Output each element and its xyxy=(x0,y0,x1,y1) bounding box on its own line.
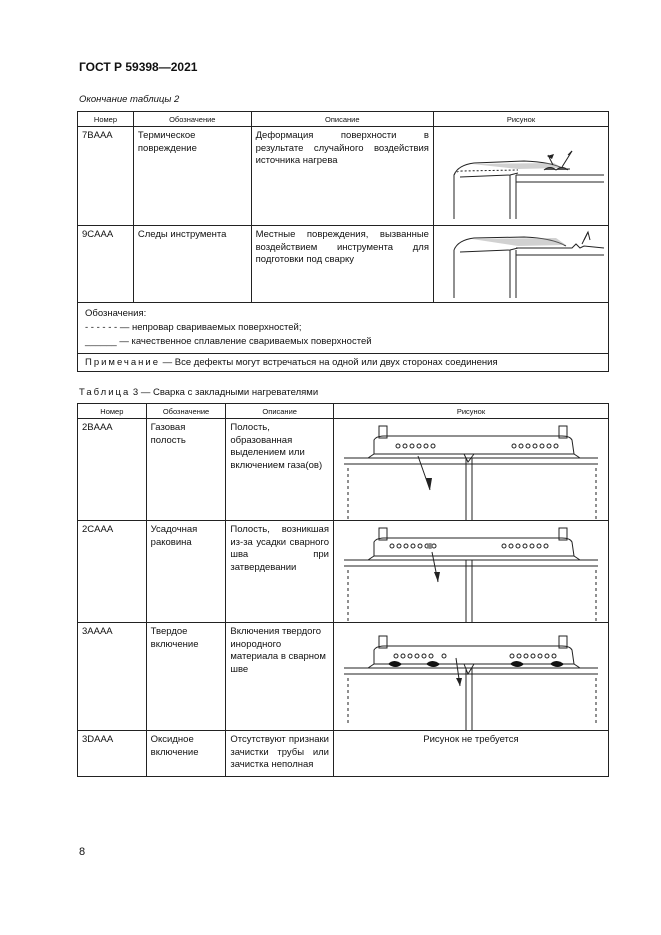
table-3 xyxy=(77,403,609,777)
row-description: Полость, возникшая из-за усадки сварного шва при затвердевании xyxy=(226,521,334,623)
note-label: Примечание xyxy=(85,357,160,368)
legend-text: — непровар свариваемых поверхностей; xyxy=(119,322,302,333)
note xyxy=(78,354,609,372)
row-description: Включения твердого инородного материала в сварном шве xyxy=(226,623,334,731)
legend-item xyxy=(85,321,601,335)
row-name: Газовая полость xyxy=(146,419,226,521)
col-header-number: Номер xyxy=(78,112,134,127)
figure-not-required: Рисунок не требуется xyxy=(333,731,608,777)
figure-thermal-damage xyxy=(433,127,608,226)
row-description: Полость, образованная выделением или включением газа(ов) xyxy=(226,419,334,521)
col-header-designation: Обозначение xyxy=(146,404,226,419)
col-header-figure: Рисунок xyxy=(433,112,608,127)
row-code: 3DAAA xyxy=(78,731,147,777)
col-header-description: Описание xyxy=(251,112,433,127)
col-header-description: Описание xyxy=(226,404,334,419)
row-name: Твердое включение xyxy=(146,623,226,731)
row-code: 7BAAA xyxy=(78,127,134,226)
row-name: Усадочная раковина xyxy=(146,521,226,623)
row-description: Деформация поверхности в результате случайного воздействия источника нагрева xyxy=(251,127,433,226)
col-header-number: Номер xyxy=(78,404,147,419)
row-description: Местные повреждения, вызванные воздействием инструмента для подготовки под сварку xyxy=(251,226,433,303)
table-row xyxy=(78,731,609,777)
table2-header-row xyxy=(78,112,609,127)
row-description: Отсутствуют признаки зачистки трубы или зачистка неполная xyxy=(226,731,334,777)
table-row xyxy=(78,127,609,226)
row-code: 2BAAA xyxy=(78,419,147,521)
table-row xyxy=(78,226,609,303)
table2-legend-row xyxy=(78,303,609,354)
legend xyxy=(78,303,609,354)
page-number: 8 xyxy=(79,846,86,858)
row-code: 9CAAA xyxy=(78,226,134,303)
legend-text: — качественное сплавление свариваемых поверхностей xyxy=(119,336,372,347)
col-header-figure: Рисунок xyxy=(333,404,608,419)
figure-gas-cavity xyxy=(333,419,608,521)
table3-caption xyxy=(79,387,318,398)
row-code: 3AAAA xyxy=(78,623,147,731)
standard-header: ГОСТ Р 59398—2021 xyxy=(79,60,198,74)
note-text: — Все дефекты могут встречаться на одной или двух сторонах соединения xyxy=(162,357,498,368)
table-row xyxy=(78,623,609,731)
shrinkage-cavity-drawing xyxy=(334,522,608,622)
legend-symbol-solid: ______ xyxy=(85,336,117,347)
figure-tool-marks xyxy=(433,226,608,303)
figure-solid-inclusion xyxy=(333,623,608,731)
row-name: Следы инструмента xyxy=(133,226,251,303)
table2-continuation-label: Окончание таблицы 2 xyxy=(79,94,180,105)
legend-item xyxy=(85,335,601,349)
col-header-designation: Обозначение xyxy=(133,112,251,127)
legend-title: Обозначения: xyxy=(85,308,147,319)
table-2 xyxy=(77,111,609,372)
table3-caption-label: Таблица xyxy=(79,387,131,398)
row-name: Термическое повреждение xyxy=(133,127,251,226)
table-row xyxy=(78,521,609,623)
row-code: 2CAAA xyxy=(78,521,147,623)
gas-cavity-drawing xyxy=(334,420,608,520)
tool-marks-drawing xyxy=(434,228,608,301)
solid-inclusion-drawing xyxy=(334,624,608,730)
figure-shrinkage-cavity xyxy=(333,521,608,623)
thermal-damage-drawing xyxy=(434,129,608,224)
table3-header-row xyxy=(78,404,609,419)
legend-symbol-dashed: - - - - - - xyxy=(85,322,118,333)
row-name: Оксидное включение xyxy=(146,731,226,777)
table2-note-row xyxy=(78,354,609,372)
table-row xyxy=(78,419,609,521)
table3-caption-text: 3 — Сварка с закладными нагревателями xyxy=(132,387,319,398)
